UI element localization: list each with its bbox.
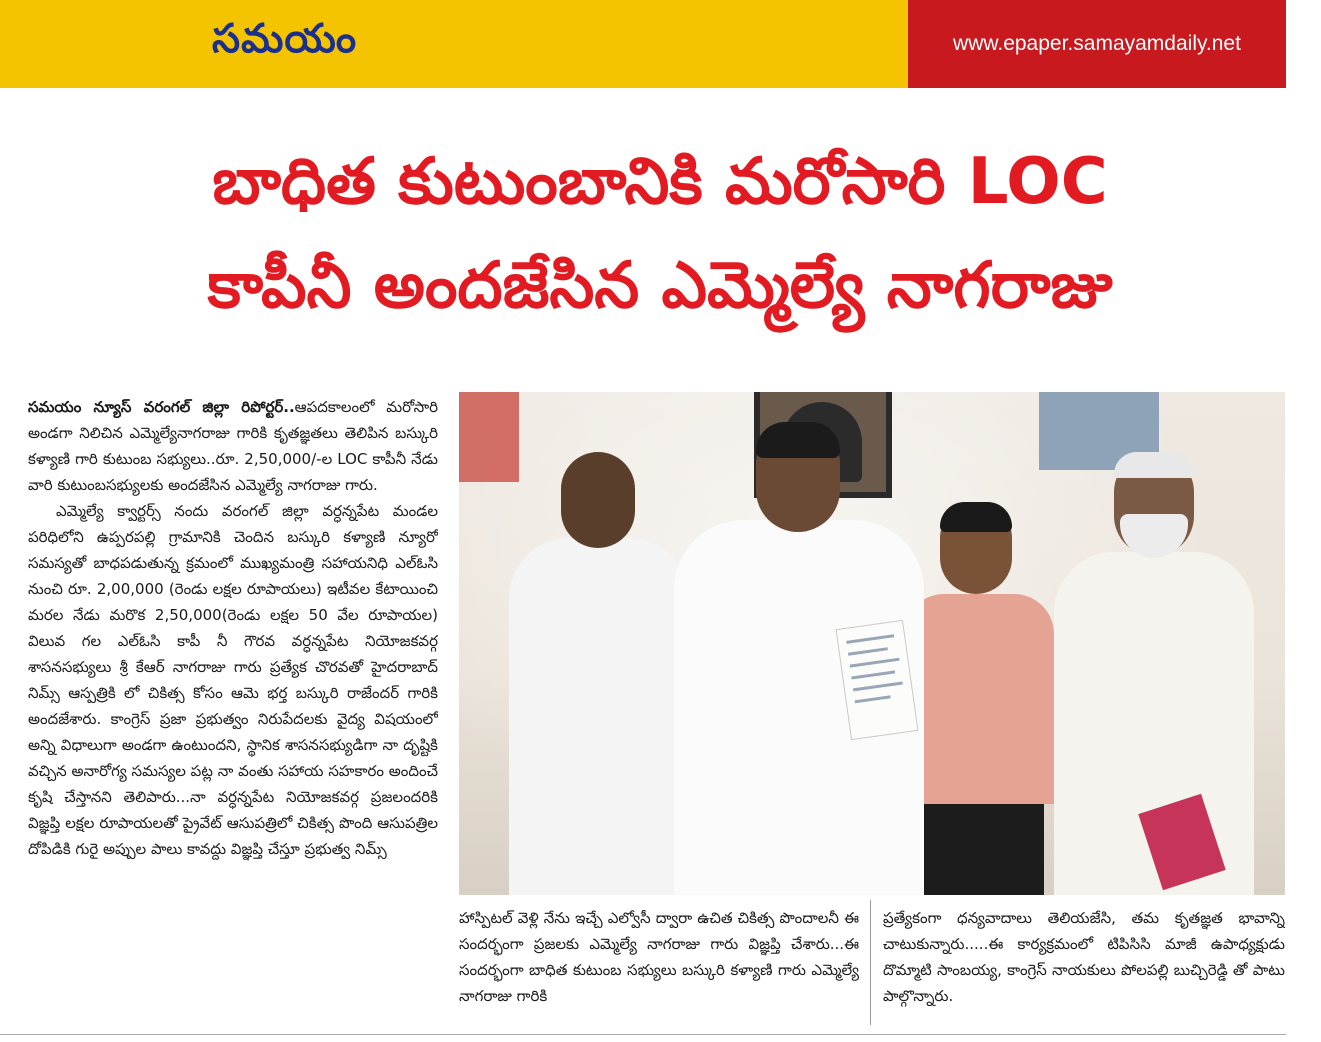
headline-line-2: కాపీనీ అందజేసిన ఎమ్మెల్యే నాగరాజు	[207, 249, 1113, 323]
photo-person-3	[904, 502, 1054, 895]
article-paragraph-2: ఎమ్మెల్యే క్వార్టర్స్ నందు వరంగల్ జిల్లా వర్ధన్నపేట మండల పరిధిలోని ఉప్పరపల్లి గ్రామానికి చెందిన బస్కురి కళ్యాణి న్యూరో సమస్యతో బాధపడుతున్న క్రమంలో ముఖ్యమంత్రి సహాయనిధి ఎల్ఓసి నుంచి రూ. 2,00,000 (రెండు లక్షల రూపాయలు) ఇటీవల కేటాయించి మరల నేడు మరొక 2,50,000(రెండు లక్షల 50 వేల రూపాయల) విలువ గల ఎల్ఓసి కాపీ నీ గౌరవ వర్ధన్నపేట నియోజకవర్గ శాసనసభ్యులు శ్రీ కేఆర్ నాగరాజు గారు ప్రత్యేక చొరవతో హైదరాబాద్ నిమ్స్ ఆస్పత్రికి లో చికిత్స కోసం ఆమె భర్త బస్కురి రాజేందర్ గారికి అందజేశారు. కాంగ్రెస్ ప్రజా ప్రభుత్వం నిరుపేదలకు వైద్య విషయంలో అన్ని విధాలుగా అండగా ఉంటుందని, స్థానిక శాసనసభ్యుడిగా నా దృష్టికి వచ్చిన అనారోగ్య సమస్యల పట్ల నా వంతు సహాయ సహకారం అందించే కృషి చేస్తానని తెలిపారు...నా వర్ధన్నపేట నియోజకవర్గ ప్రజలందరికి విజ్ఞప్తి లక్షల రూపాయలతో ప్రైవేట్ ఆసుపత్రిలో చికిత్స పొంది ఆసుపత్రిల దోపిడికి గురై అప్పుల పాలు కావద్దు విజ్ఞప్తి చేస్తూ ప్రభుత్వ నిమ్స్	[28, 502, 438, 858]
article-headline	[20, 130, 1300, 338]
masthead-brand-area	[0, 0, 908, 88]
photo-person-1	[509, 452, 689, 895]
masthead	[0, 0, 1286, 88]
column-divider	[870, 900, 871, 1025]
page-bottom-rule	[0, 1034, 1286, 1035]
headline-line-1: బాధిత కుటుంబానికి మరోసారి LOC	[212, 145, 1108, 219]
newspaper-logo[interactable]: సమయం	[212, 16, 358, 62]
article-paragraph-1	[28, 394, 438, 498]
article-byline: సమయం న్యూస్ వరంగల్ జిల్లా రిపోర్టర్..	[28, 398, 295, 416]
wall-painting	[459, 392, 519, 482]
article-paragraph-3: హాస్పిటల్ వెళ్లి నేను ఇచ్చే ఎల్వోసీ ద్వారా ఉచిత చికిత్స పొందాలనీ ఈ సందర్భంగా ప్రజలకు ఎమ్మెల్యే నాగరాజు గారు విజ్ఞప్తి చేశారు...ఈ సందర్భంగా బాధిత కుటుంబ సభ్యులు బస్కురి కళ్యాణి గారు ఎమ్మెల్యే నాగరాజు గారికి	[459, 909, 859, 1005]
article-paragraph-1-text: ఆపదకాలంలో మరోసారి అండగా నిలిచిన ఎమ్మెల్యేనాగరాజు గారికి కృతజ్ఞతలు తెలిపిన బస్కురి కళ్యాణి గారి కుటుంబ సభ్యులు..రూ. 2,50,000/-ల LOC కాపీనీ నేడు వారి కుటుంబసభ్యులకు అందజేసిన ఎమ్మెల్యే నాగరాజు గారు.	[28, 398, 438, 494]
article-body-column	[28, 394, 438, 1024]
article-paragraph-4: ప్రత్యేకంగా ధన్యవాదాలు తెలియజేసి, తమ కృతజ్ఞత భావాన్ని చాటుకున్నారు.....ఈ కార్యక్రమంలో టిపిసిసి మాజీ ఉపాధ్యక్షుడు దొమ్మాటి సాంబయ్య, కాంగ్రెస్ నాయకులు పోలపల్లి బుచ్చిరెడ్డి తో పాటు పాల్గొన్నారు.	[883, 909, 1285, 1005]
website-url-link[interactable]: www.epaper.samayamdaily.net	[953, 32, 1241, 55]
article-photo[interactable]	[459, 392, 1285, 895]
masthead-url-area	[908, 0, 1286, 88]
